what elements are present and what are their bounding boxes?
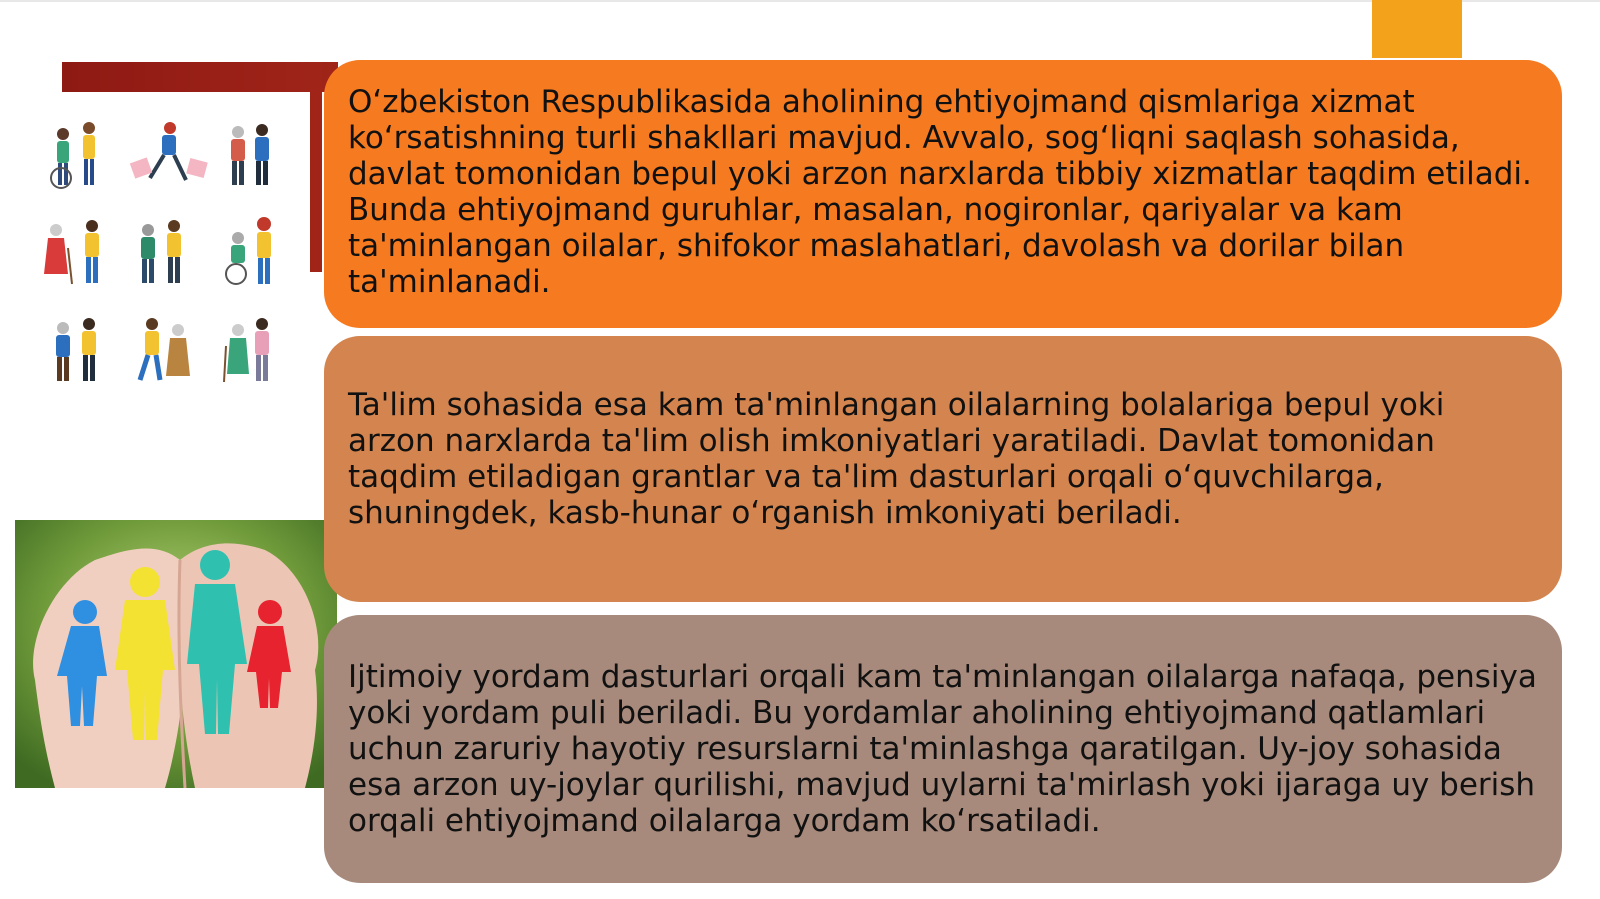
accent-tab bbox=[1372, 0, 1462, 58]
top-divider bbox=[0, 0, 1600, 2]
hands-holding-family-photo bbox=[15, 520, 337, 788]
education-services-box bbox=[324, 336, 1562, 602]
elderly-care-people-icon bbox=[40, 120, 300, 400]
vertical-accent-bar bbox=[310, 62, 322, 272]
education-paragraph: Ta'lim sohasida esa kam ta'minlangan oilalarning bolalariga bepul yoki arzon narxlarda ta'lim olish imkoniyatlari yaratiladi. Davlat tomonidan taqdim etiladigan grantlar va ta'lim dasturlari orqali o‘quvchilarga, shuningdek, kasb-hunar o‘rganish imkoniyati beriladi. bbox=[348, 387, 1445, 531]
title-accent-bar bbox=[62, 62, 338, 92]
healthcare-paragraph: O‘zbekiston Respublikasida aholining ehtiyojmand qismlariga xizmat ko‘rsatishning turli shakllari mavjud. Avvalo, sog‘liqni saqlash sohasida, davlat tomonidan bepul yoki arzon narxlarda tibbiy xizmatlar taqdim etiladi. Bunda ehtiyojmand guruhlar, masalan, nogironlar, qariyalar va kam ta'minlangan oilalar, shifokor maslahatlari, davolash va dorilar bilan ta'minlanadi. bbox=[348, 84, 1532, 300]
social-assistance-box bbox=[324, 615, 1562, 883]
social-assistance-paragraph: Ijtimoiy yordam dasturlari orqali kam ta'minlangan oilalarga nafaqa, pensiya yoki yordam puli beriladi. Bu yordamlar aholining ehtiyojmand qatlamlari uchun zaruriy hayotiy resurslarni ta'minlashga qaratilgan. Uy-joy sohasida esa arzon uy-joylar qurilishi, mavjud uylarni ta'mirlash yoki ijaraga uy berish orqali ehtiyojmand oilalarga yordam ko‘rsatiladi. bbox=[348, 659, 1537, 839]
healthcare-services-box bbox=[324, 60, 1562, 328]
